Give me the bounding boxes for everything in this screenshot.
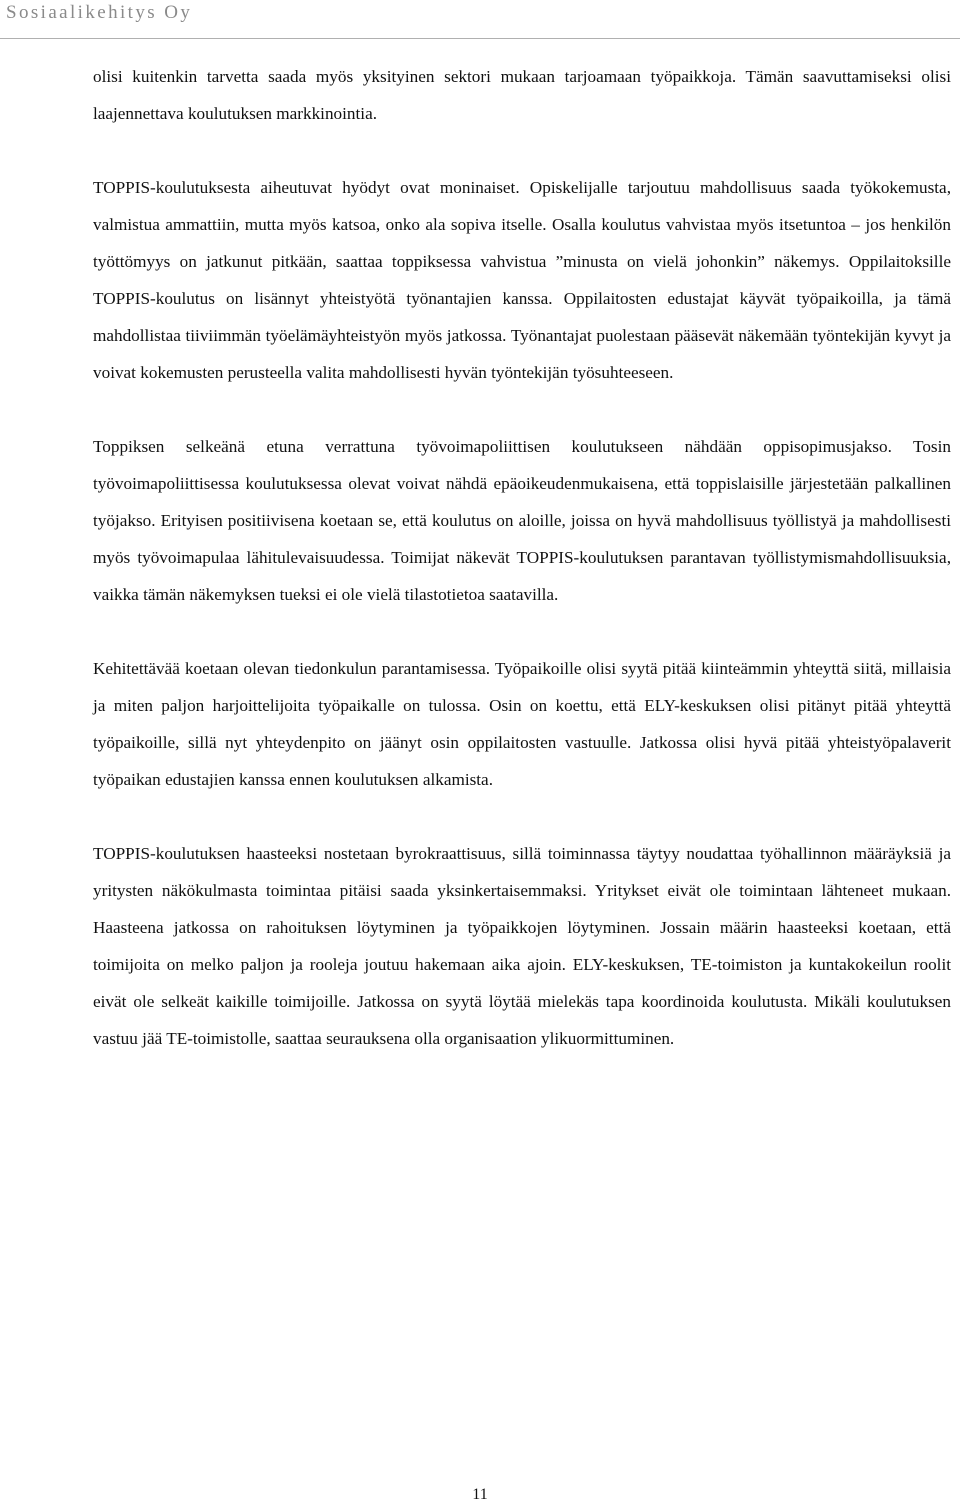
paragraph-toppis-benefits: TOPPIS-koulutuksesta aiheutuvat hyödyt ovat moninaiset. Opiskelijalle tarjoutuu mahdollisuus saada työkokemusta, valmistua ammattiin, mutta myös katsoa, onko ala sopiva itselle. Osalla koulutus vahvistaa myös itsetuntoa – jos henkilön työttömyys on jatkunut pitkään, saattaa toppiksessa vahvistua ”minusta on vielä johonkin” näkemys. Oppilaitoksille TOPPIS-koulutus on lisännyt yhteistyötä työnantajien kanssa. Oppilaitosten edustajat käyvät työpaikoilla, ja tämä mahdollistaa tiiviimmän työelämäyhteistyön myös jatkossa. Työnantajat puolestaan pääsevät näkemään työntekijän kyvyt ja voivat kokemusten perusteella valita mahdollisesti hyvän työntekijän työsuhteeseen. [93, 178, 951, 382]
header-divider [0, 38, 960, 39]
paragraph-challenges: TOPPIS-koulutuksen haasteeksi nostetaan byrokraattisuus, sillä toiminnassa täytyy noudattaa työhallinnon määräyksiä ja yritysten näkökulmasta toimintaa pitäisi saada yksinkertaisemmaksi. Yritykset eivät ole toimintaan lähteneet mukaan. Haasteena jatkossa on rahoituksen löytyminen ja työpaikkojen löytyminen. Jossain määrin haasteeksi koetaan, että toimijoita on melko paljon ja rooleja joutuu hakemaan aika ajoin. ELY-keskuksen, TE-toimiston ja kuntakokeilun roolit eivät ole selkeät kaikille toimijoille. Jatkossa on syytä löytää mielekäs tapa koordinoida koulutusta. Mikäli koulutuksen vastuu jää TE-toimistolle, saattaa seurauksena olla organisaation ylikuormittuminen. [93, 844, 951, 1048]
paragraph-toppis-advantages: Toppiksen selkeänä etuna verrattuna työvoimapoliittisen koulutukseen nähdään oppisopimusjakso. Tosin työvoimapoliittisessa koulutuksessa olevat voivat nähdä epäoikeudenmukaisena, että toppislaisille järjestetään palkallinen työjakso. Erityisen positiivisena koetaan se, että koulutus on aloille, joissa on hyvä mahdollisuus työllistyä ja mahdollisesti myös työvoimapulaa lähitulevaisuudessa. Toimijat näkevät TOPPIS-koulutuksen parantavan työllistymismahdollisuuksia, vaikka tämän näkemyksen tueksi ei ole vielä tilastotietoa saatavilla. [93, 437, 951, 604]
running-header: Sosiaalikehitys Oy [6, 2, 193, 23]
paragraph-private-sector: olisi kuitenkin tarvetta saada myös yksityinen sektori mukaan tarjoamaan työpaikkoja. Tämän saavuttamiseksi olisi laajennettava koulutuksen markkinointia. [93, 67, 951, 123]
page-body [93, 58, 951, 1057]
paragraph-development-needs: Kehitettävää koetaan olevan tiedonkulun parantamisessa. Työpaikoille olisi syytä pitää kiinteämmin yhteyttä siitä, millaisia ja miten paljon harjoittelijoita työpaikalle on tulossa. Osin on koettu, että ELY-keskuksen olisi pitänyt pitää yhteyttä työpaikoille, sillä nyt yhteydenpito on jäänyt osin oppilaitosten vastuulle. Jatkossa olisi hyvä pitää yhteistyöpalaverit työpaikan edustajien kanssa ennen koulutuksen alkamista. [93, 659, 951, 789]
page-number: 11 [472, 1486, 488, 1503]
